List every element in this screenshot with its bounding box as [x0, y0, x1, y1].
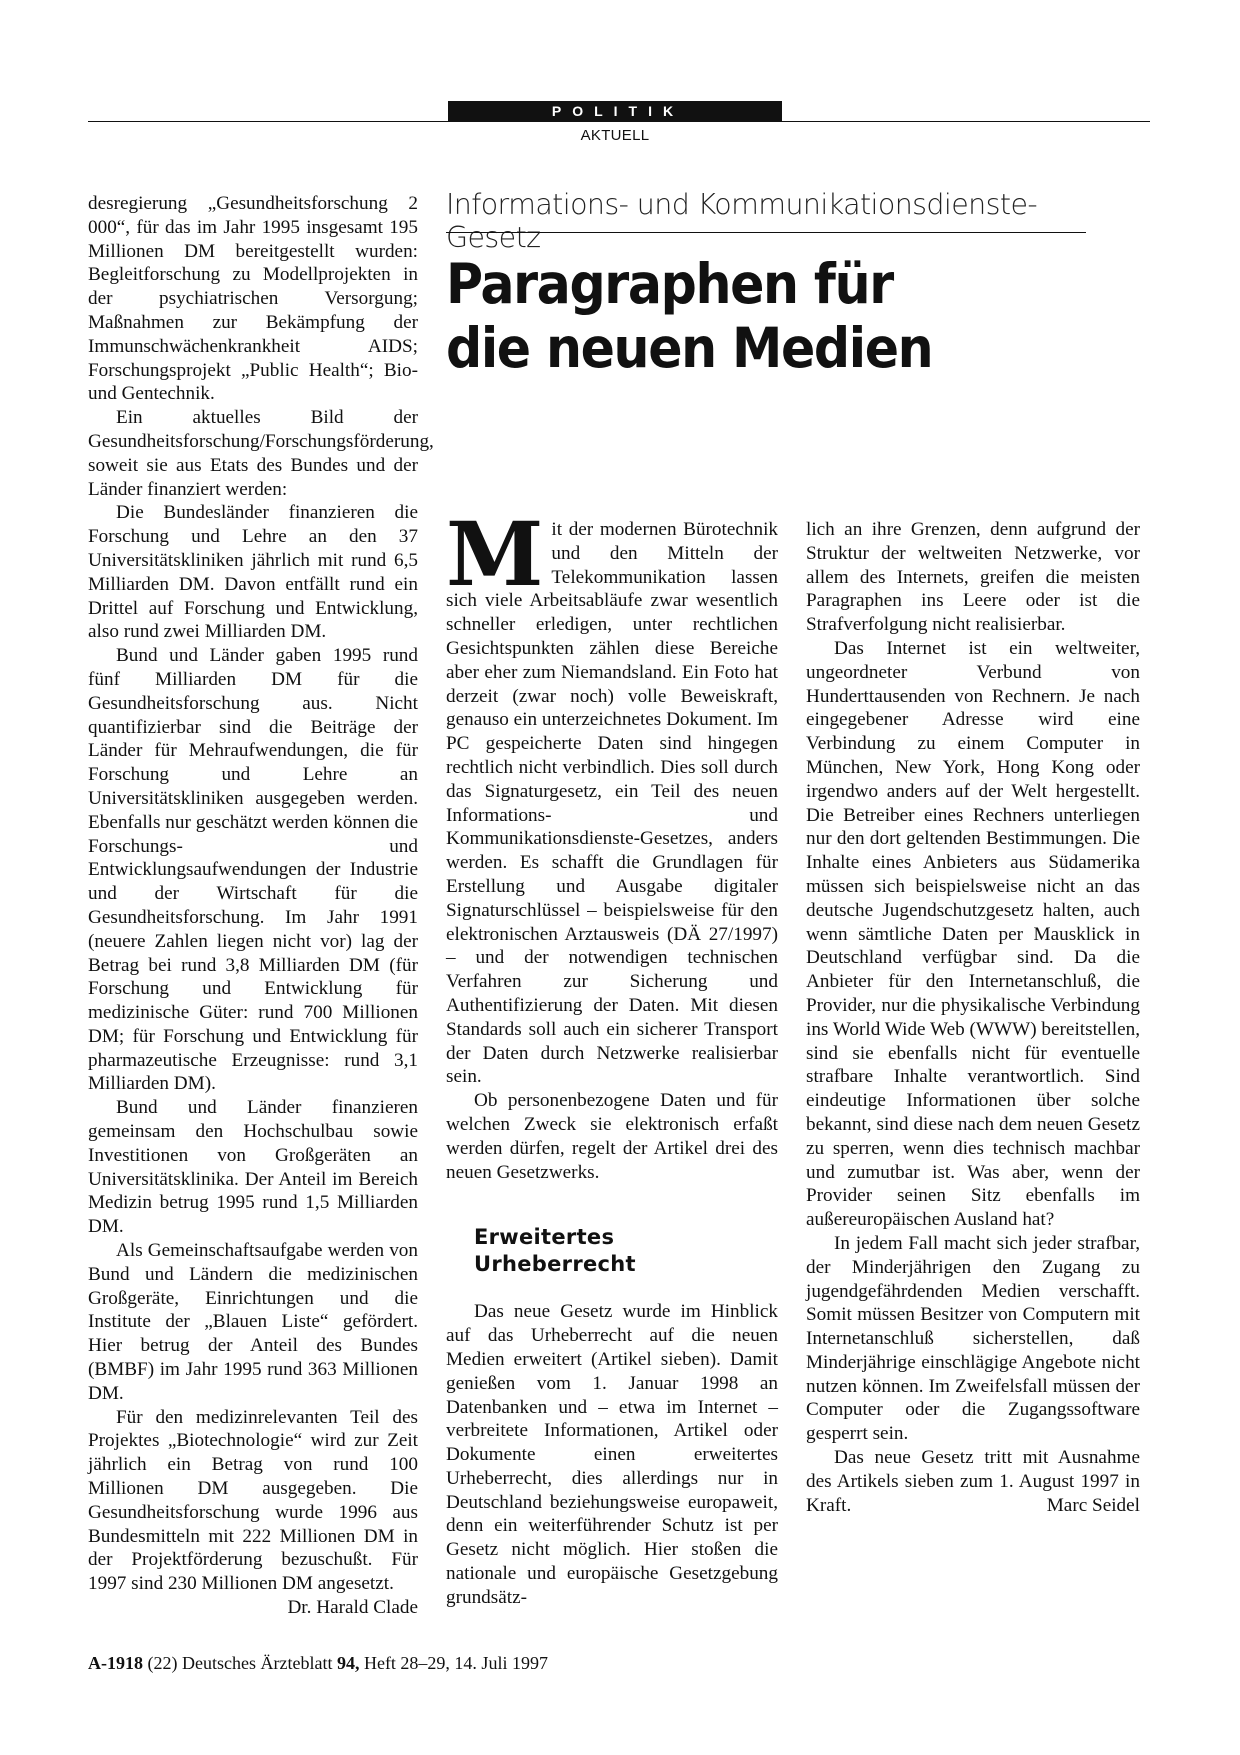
column-left [88, 192, 434, 1620]
article-kicker: Informations- und Kommunikationsdienste-Gesetz [446, 188, 1038, 254]
paragraph: Bund und Länder finanzieren gemeinsam den Hochschulbau sowie Investitionen von Großgeräten an Universitätsklinika. Der Anteil im Bereich Medizin betrug 1995 rund 1,5 Milliarden DM. [88, 1097, 418, 1238]
paragraph-text: Das neue Gesetz tritt mit Ausnahme des Artikels sieben zum 1. August 1997 in Kraft. [806, 1447, 1140, 1516]
paragraph: Die Bundesländer finanzieren die Forschung und Lehre an den 37 Universitätskliniken jährlich mit rund 6,5 Milliarden DM. Davon entfällt rund ein Drittel auf Forschung und Entwicklung, also rund zwei Milliarden DM. [88, 502, 418, 643]
paragraph: Ein aktuelles Bild der Gesundheitsforschung/Forschungsförderung, soweit sie aus Etats des Bundes und der Länder finanziert werden: [88, 407, 434, 500]
journal-name: Deutsches Ärzteblatt [182, 1653, 333, 1673]
subsection-label: AKTUELL [580, 127, 650, 144]
column-right [806, 518, 1140, 1517]
page-code: A-1918 [88, 1653, 143, 1673]
paragraph: Als Gemeinschaftsaufgabe werden von Bund und Ländern die medizinischen Großgeräte, Einrichtungen und die Institute der „Blauen Liste“ gefördert. Hier betrug der Anteil des Bundes (BMBF) im Jahr 1995 rund 363 Millionen DM. [88, 1240, 418, 1404]
paragraph: Das neue Gesetz wurde im Hinblick auf das Urheberrecht auf die neuen Medien erweitert (Artikel sieben). Damit genießen vom 1. Januar 1998 an Datenbanken und – etwa im Internet – verbreitete Informationen, Artikel oder Dokumente einen erweitertes Urheberrecht, dies allerdings nur in Deutschland beziehungsweise europaweit, denn ein weiterführender Schutz ist per Gesetz nicht möglich. Hier stoßen die nationale und europäische Gesetzgebung grundsätz- [446, 1301, 778, 1608]
paragraph [806, 1446, 1140, 1517]
volume: 94, [336, 1653, 360, 1673]
headline-line: Paragraphen für [446, 252, 893, 316]
article-headline [446, 252, 1035, 380]
paragraph: Das Internet ist ein weltweiter, ungeordneter Verbund von Hunderttausenden von Rechnern. Je nach eingegebener Adresse wird eine Verbindung zu einem Computer in München, New York, Hong Kong oder irgendwo anders auf der Welt hergestellt. Die Betreiber eines Rechners unterliegen nur den dort geltenden Bestimmungen. Die Inhalte eines Anbieters aus Südamerika müssen sich beispielsweise nicht an das deutsche Jugendschutzgesetz halten, auch wenn sämtliche Daten per Mausklick in Deutschland verfügbar sind. Da die Anbieter für den Internetanschluß, die Provider, nur die physikalische Verbindung ins World Wide Web (WWW) bereitstellen, sind sie ebenfalls nicht für eventuelle strafbare Inhalte verantwortlich. Sind eindeutige Informationen über solche bekannt, sind diese nach dem neuen Gesetz zu sperren, wenn dies technisch machbar und zumutbar ist. Was aber, wenn der Provider seinen Sitz ebenfalls im außereuropäischen Ausland hat? [806, 637, 1140, 1231]
paragraph: Bund und Länder gaben 1995 rund fünf Milliarden DM für die Gesundheitsforschung aus. Nicht quantifizierbar sind die Beiträge der Länder für Mehraufwendungen, die für Forschung und Lehre an Universitätskliniken ausgegeben werden. Ebenfalls nur geschätzt werden können die Forschungs- und Entwicklungsaufwendungen der Industrie und der Wirtschaft für die Gesundheitsforschung. Im Jahr 1991 (neuere Zahlen liegen nicht vor) lag der Betrag bei rund 3,8 Milliarden DM (für Forschung und Entwicklung für medizinische Güter: rund 700 Millionen DM; für Forschung und Entwicklung für pharmazeutische Erzeugnisse: rund 3,1 Milliarden DM). [88, 645, 418, 1095]
column-middle [446, 502, 778, 1610]
subheading-line: Urheberrecht [474, 1252, 636, 1277]
page-number: (22) [147, 1653, 178, 1673]
drop-cap: M [446, 502, 544, 606]
author-signature: Dr. Harald Clade [287, 1597, 418, 1619]
issue-info: Heft 28–29, 14. Juli 1997 [363, 1653, 548, 1673]
paragraph: lich an ihre Grenzen, denn aufgrund der Struktur der weltweiten Netzwerke, vor allem des Internets, greifen die meisten Paragraphen ins Leere oder ist die Strafverfolgung nicht realisierbar. [806, 519, 1140, 636]
paragraph-text: Für den medizinrelevanten Teil des Projektes „Biotechnologie“ wird zur Zeit jährlich ein Betrag von rund 100 Millionen DM ausgegeben. Die Gesundheitsforschung wurde 1996 aus Bundesmitteln mit 222 Millionen DM in der Projektförderung bezuschußt. Für 1997 sind 230 Millionen DM angesetzt. [88, 1406, 418, 1595]
lead-paragraph [446, 502, 778, 1089]
paragraph: desregierung „Gesundheitsforschung 2 000“, für das im Jahr 1995 insgesamt 195 Millionen DM bereitgestellt wurden: Begleitforschung zu Modellprojekten in der psychiatrischen Versorgung; Maßnahmen zur Bekämpfung der Immunschwächenkrankheit AIDS; Forschungsprojekt „Public Health“; Bio- und Gentechnik. [88, 193, 418, 405]
subheading-line: Erweitertes [474, 1225, 615, 1250]
paragraph [88, 1406, 418, 1619]
paragraph: In jedem Fall macht sich jeder strafbar, der Minderjährigen den Zugang zu jugendgefährdenden Medien verschafft. Somit müssen Besitzer von Computern mit Internetanschluß sicherstellen, daß Minderjährige einschlägige Angebote nicht nutzen können. Im Zweifelsfall müssen der Computer oder die Zugangssoftware gesperrt sein. [806, 1232, 1140, 1445]
headline-line: die neuen Medien [446, 316, 933, 380]
author-signature: Marc Seidel [1046, 1494, 1140, 1516]
paragraph-text: it der modernen Bürotechnik und den Mitteln der Telekommunikation lassen sich viele Arbeitsabläufe zwar wesentlich schneller erledigen, unter rechtlichen Gesichtspunkten zählen diese Bereiche aber eher zum Niemandsland. Ein Foto hat derzeit (zwar noch) volle Beweiskraft, genauso ein unterzeichnetes Dokument. Im PC gespeicherte Daten sind hingegen rechtlich nicht verbindlich. Dies soll durch das Signaturgesetz, ein Teil des neuen Informations- und Kommunikationsdienste-Gesetzes, anders werden. Es schafft die Grundlagen für Erstellung und Ausgabe digitaler Signaturschlüssel – beispielsweise für den elektronischen Arztausweis (DÄ 27/1997) – und der notwendigen technischen Verfahren zur Sicherung und Authentifizierung der Daten. Mit diesen Standards soll auch ein sicherer Transport der Daten durch Netzwerke realisierbar sein. [446, 519, 778, 1088]
section-label: POLITIK [448, 101, 782, 122]
subheading [474, 1224, 778, 1278]
kicker-rule [446, 232, 1086, 233]
paragraph: Ob personenbezogene Daten und für welchen Zweck sie elektronisch erfaßt werden dürfen, regelt der Artikel drei des neuen Gesetzwerks. [446, 1090, 778, 1183]
page-footer [88, 1653, 788, 1674]
